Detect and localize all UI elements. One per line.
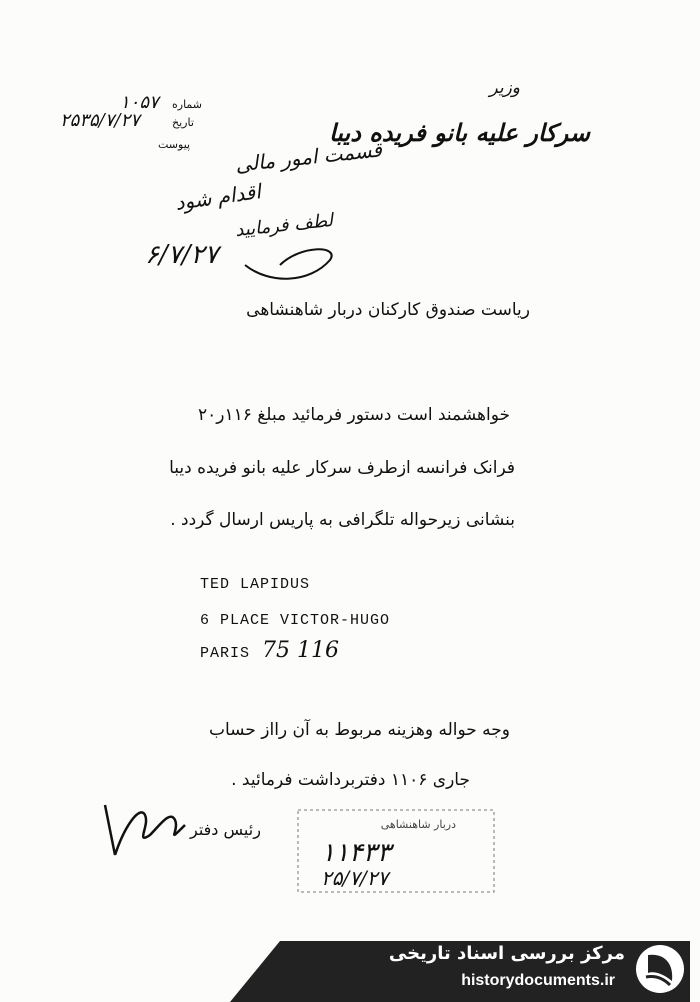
handwritten-line-2: اقدام شود <box>173 179 263 215</box>
body-line-4: وجه حواله وهزینه مربوط به آن رااز حساب <box>209 720 510 740</box>
recipient: ریاست صندوق کارکنان دربار شاهنشاهی <box>246 300 530 320</box>
watermark-footer <box>0 935 700 1002</box>
handwritten-date: ۶/۷/۲۷ <box>145 240 219 270</box>
address-line-2: 6 PLACE VICTOR-HUGO <box>200 612 391 629</box>
archive-logo-icon <box>634 943 686 995</box>
stamp-org: دربار شاهنشاهی <box>380 818 456 831</box>
body-line-2: فرانک فرانسه ازطرف سرکار علیه بانو فریده دیبا <box>169 458 515 478</box>
stamp-date: ۲۵/۷/۲۷ <box>321 866 389 890</box>
date-value: ۲۵۳۵/۷/۲۷ <box>60 110 140 131</box>
body-line-5: جاری ۱۱۰۶ دفتربرداشت فرمائید . <box>231 770 470 790</box>
handwritten-line-1: قسمت امور مالی <box>234 137 384 177</box>
body-line-3: بنشانی زیرحواله تلگرافی به پاریس ارسال گردد . <box>170 510 515 530</box>
receipt-stamp <box>296 808 496 894</box>
number-label: شماره <box>172 98 203 111</box>
number-value: ۱۰۵۷ <box>120 92 159 113</box>
handwritten-scribble <box>240 235 340 285</box>
attachment-label: پیوست <box>158 138 191 151</box>
watermark-website: historydocuments.ir <box>461 972 615 989</box>
minister-label: وزیر <box>489 78 520 98</box>
addressee: سرکار علیه بانو فریده دیبا <box>328 118 590 147</box>
address-zip: 75 116 <box>262 638 339 663</box>
watermark-org: مرکز بررسی اسناد تاریخی <box>388 943 625 964</box>
signature <box>95 785 190 875</box>
stamp-number: ۱۱۴۳۳ <box>321 838 391 868</box>
handwritten-line-3: لطف فرمایید <box>234 209 334 242</box>
address-line-1: TED LAPIDUS <box>200 576 311 593</box>
address-city: PARIS <box>200 645 251 662</box>
date-label: تاریخ <box>172 116 194 129</box>
signature-title: رئیس دفتر <box>190 820 261 839</box>
body-line-1: خواهشمند است دستور فرمائید مبلغ ۱۱۶ر۲۰ <box>197 405 510 425</box>
